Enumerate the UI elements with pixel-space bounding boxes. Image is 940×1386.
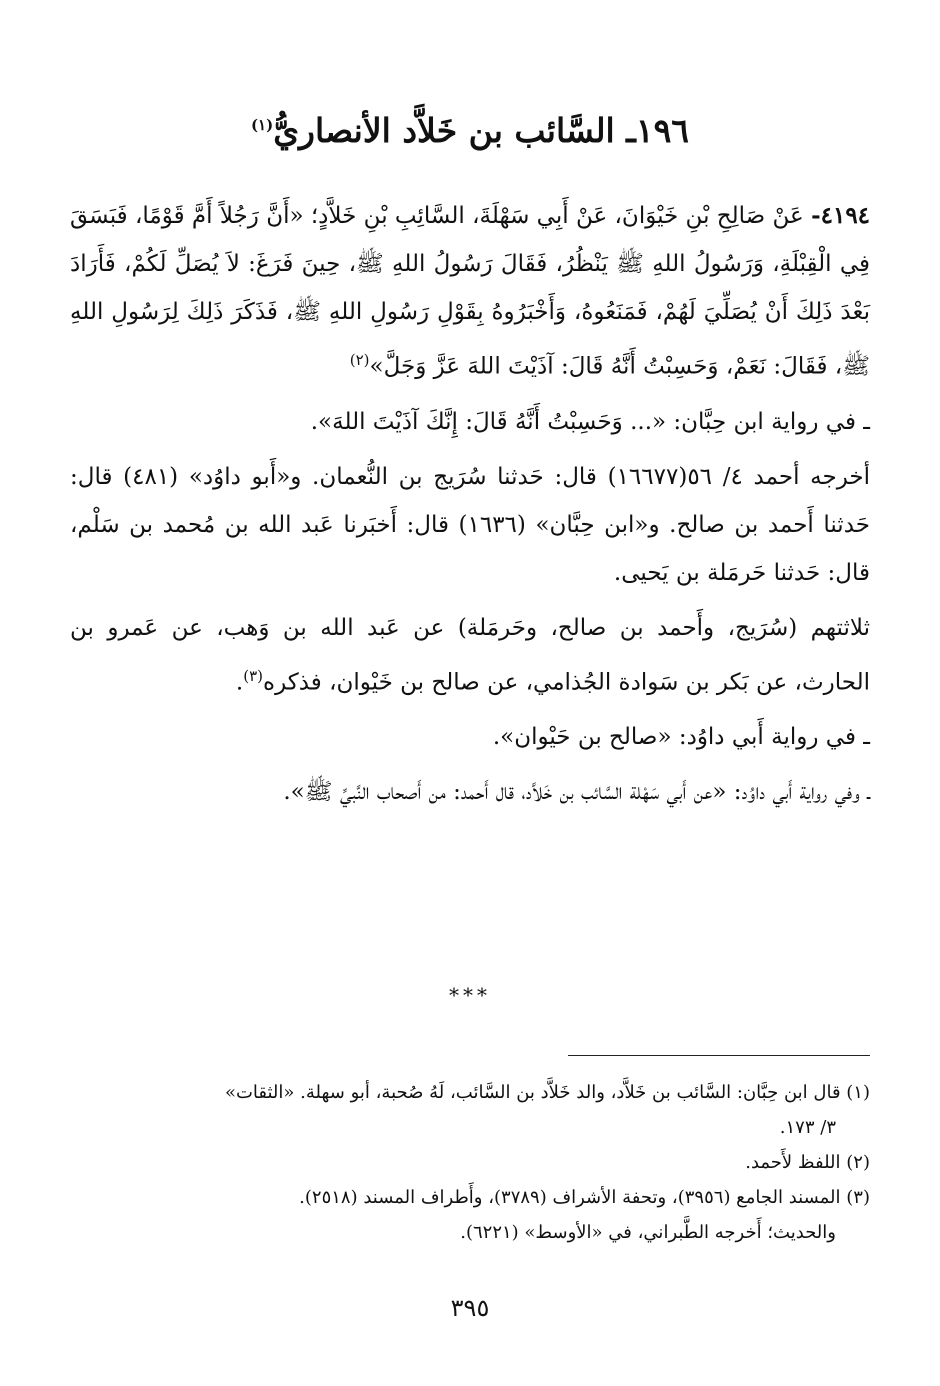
footnote-3: (٣) المسند الجامع (٣٩٥٦)، وتحفة الأشراف (٣٧٨٩)، وأَطراف المسند (٢٥١٨). <box>299 1187 870 1208</box>
takhrij-paragraph: أخرجه أحمد ٤/ ٥٦(١٦٦٧٧) قال: حَدثنا سُرَيج بن النُّعمان. و«أَبو داوُد» (٤٨١) قال: حَدثنا أَحمد بن صالح. و«ابن حِبَّان» (١٦٣٦) قال: أَخبَرنا عَبد الله بن مُحمد بن سَلْم، قال: حَدثنا حَرمَلة بن يَحيى. <box>70 463 870 586</box>
hadith-paragraph <box>70 192 870 391</box>
heading-title: ١٩٦ـ السَّائب بن خَلاَّد الأنصاريُّ <box>273 111 690 150</box>
section-heading <box>0 100 940 156</box>
hadith-text: «أَنَّ رَجُلاً أَمَّ قَوْمًا، فَبَسَقَ فِي الْقِبْلَةِ، وَرَسُولُ اللهِ ﷺ يَنْظُرُ، فَقَالَ رَسُولُ اللهِ ﷺ، حِينَ فَرَغَ: لاَ يُصَلِّ لَكُمْ، فَأَرَادَ بَعْدَ ذَلِكَ أَنْ يُصَلِّيَ لَهُمْ، فَمَنَعُوهُ، وَأَخْبَرُوهُ بِقَوْلِ رَسُولِ اللهِ ﷺ، فَذَكَرَ ذَلِكَ لِرَسُولِ اللهِ ﷺ، فَقَالَ: نَعَمْ، وَحَسِبْتُ أَنَّهُ قَالَ: آذَيْتَ اللهَ عَزَّ وَجَلَّ» <box>70 203 870 380</box>
main-text <box>70 192 870 823</box>
chain-summary-paragraph: ثلاثتهم (سُرَيج، وأَحمد بن صالح، وحَرمَلة) عن عَبد الله بن وَهب، عن عَمرو بن الحارث، عن بَكر بن سَوادة الجُذامي، عن صالح بن خَيْوان، فذكره$^{(٣)}$. <box>70 614 870 696</box>
section-separator: *** <box>449 983 491 1007</box>
hadith-chain: عَنْ صَالِحِ بْنِ خَيْوَانَ، عَنْ أَبِي سَهْلَةَ، السَّائِبِ بْنِ خَلاَّدٍ؛ <box>310 203 804 229</box>
abu-dawud-variant-1: ـ في رواية أَبي داوُد: «صالح بن حَيْوان». <box>492 724 870 751</box>
footnote-2: (٢) اللفظ لأَحمد. <box>745 1152 870 1173</box>
page-number: ٣٩٥ <box>450 1294 490 1322</box>
chain-summary-text: ثلاثتهم (سُرَيج، وأَحمد بن صالح، وحَرمَلة) عن عَبد الله بن وَهب، عن عَمرو بن الحارث، عن بَكر بن سَوادة الجُذامي، عن صالح بن خَيْوان، فذكره <box>70 614 870 696</box>
footnote-1-continuation: ٣/ ١٧٣. <box>779 1117 836 1138</box>
heading-footnote-ref: (١) <box>250 116 274 134</box>
footnotes <box>70 1075 870 1250</box>
footnote-divider <box>568 1055 870 1056</box>
hadith-number: ٤١٩٤- <box>811 202 871 229</box>
footnote-1: (١) قال ابن حِبَّان: السَّائب بن خَلاَّد، والد خَلاَّد بن السَّائب، لَهُ صُحبة، أبو سهلة. «الثقات» <box>224 1082 870 1103</box>
ibn-hibban-variant: ـ في رواية ابن حِبَّان: «... وَحَسِبْتُ أَنَّهُ قَالَ: إِنَّكَ آذَيْتَ اللهَ». <box>310 408 870 435</box>
hadith-footnote-ref: (٢) <box>349 351 370 369</box>
footnote-3-continuation: والحديث؛ أَخرجه الطَّبراني، في «الأوسط» (٦٢٢١). <box>460 1222 836 1243</box>
chain-summary-footnote-ref: (٣) <box>243 666 264 685</box>
abu-dawud-variant-2: ـ وفي رواية أَبي داوُد: «عن أَبي سَهْلة السَّائب بن خَلاَّد، قال أَحمد: من أَصحاب النَّبيِّ ﷺ». <box>283 779 870 806</box>
